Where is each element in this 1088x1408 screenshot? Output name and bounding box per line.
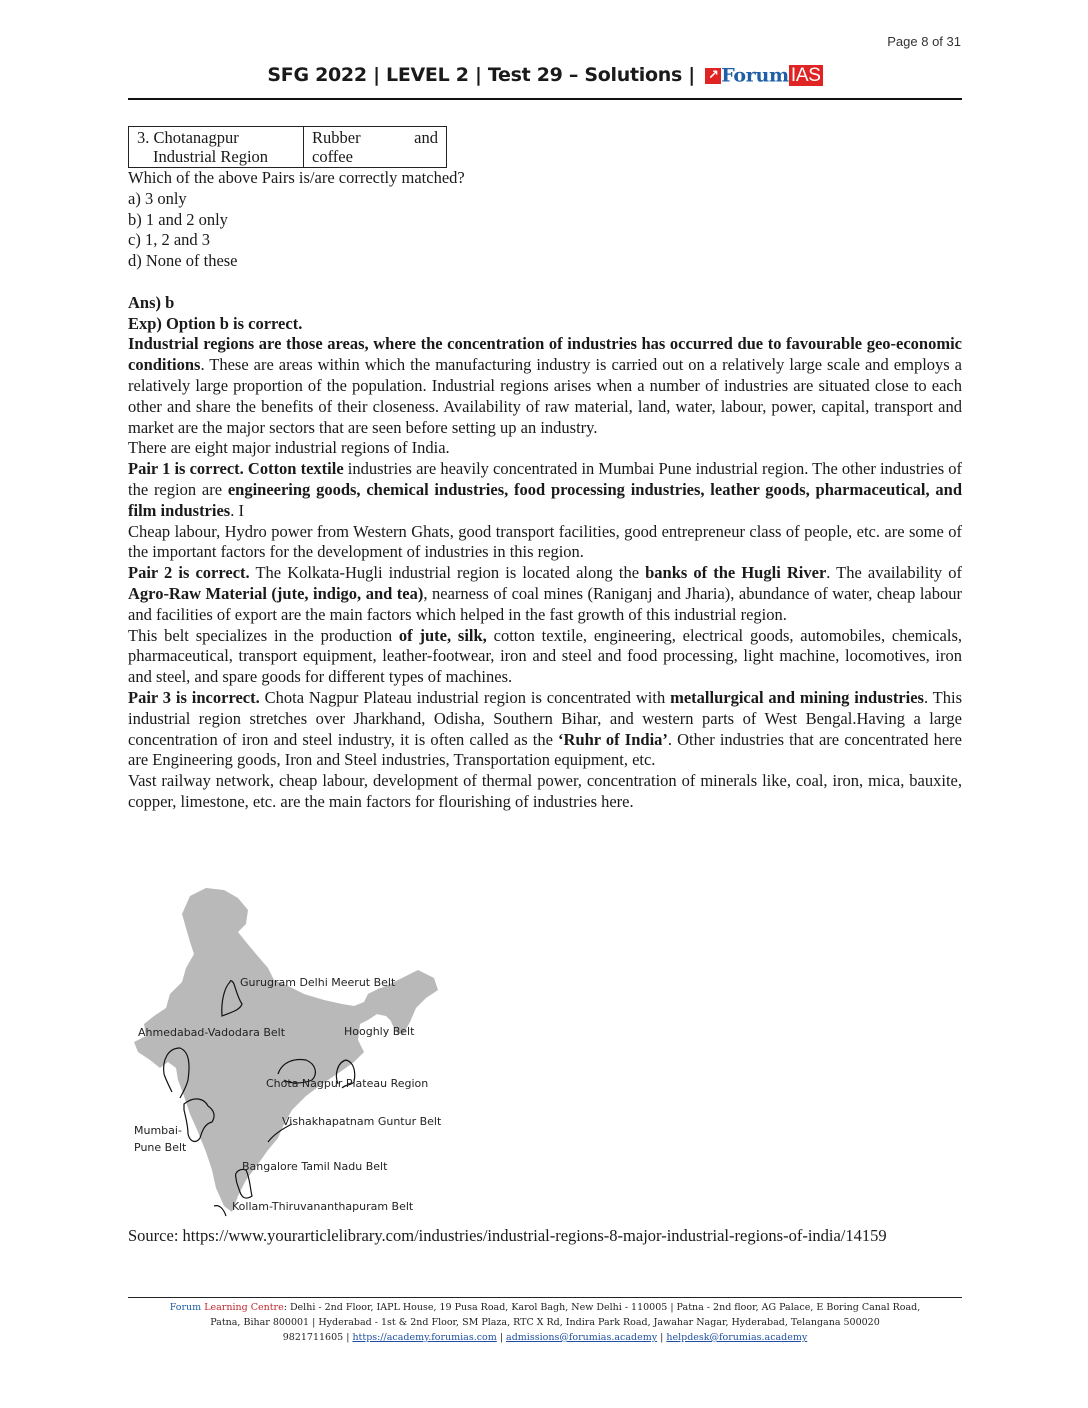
admissions-email-link[interactable]: admissions@forumias.academy — [506, 1332, 658, 1343]
page-footer — [128, 1300, 962, 1345]
cell-text: Rubber — [312, 128, 361, 147]
option-a: a) 3 only — [128, 188, 187, 208]
paragraph-pair2: Pair 2 is correct. The Kolkata-Hugli industrial region is located along the banks of the Hugli River. The availability of Agro-Raw Material (jute, indigo, and tea), nearness of coal mines (Raniganj and Jharia), abundance of water, cheap labour and facilities of export are the main factors which helped in the fast growth of this industrial region. — [128, 563, 962, 624]
map-label-chota-nagpur: Chota Nagpur Plateau Region — [266, 1077, 429, 1090]
separator: | — [343, 1332, 353, 1343]
paragraph-pair3-factors: Vast railway network, cheap labour, development of thermal power, concentration of minerals like, coal, iron, mica, bauxite, copper, limestone, etc. are the main factors for flourishing of industries here. — [128, 771, 962, 811]
footer-address-line2: Patna, Bihar 800001 | Hyderabad - 1st & 2nd Floor, SM Plaza, RTC X Rd, Indira Park Road, Jawahar Nagar, Hyderabad, Telangana 500020 — [210, 1317, 880, 1328]
option-b: b) 1 and 2 only — [128, 209, 228, 229]
map-label-bangalore: Bangalore Tamil Nadu Belt — [242, 1160, 388, 1173]
explanation-line: Exp) Option b is correct. — [128, 313, 303, 333]
map-label-pune: Pune Belt — [134, 1141, 187, 1154]
map-label-kollam: Kollam-Thiruvananthapuram Belt — [232, 1200, 414, 1213]
header-title: SFG 2022 | LEVEL 2 | Test 29 – Solutions | — [267, 64, 695, 86]
map-label-hooghly: Hooghly Belt — [344, 1025, 415, 1038]
cell-text: Industrial Region — [153, 147, 269, 166]
logo-forum-text: Forum — [721, 64, 789, 87]
map-label-mumbai: Mumbai- — [134, 1124, 182, 1137]
paragraph-pair3: Pair 3 is incorrect. Chota Nagpur Plateau industrial region is concentrated with metallurgical and mining industries. This industrial region stretches over Jharkhand, Odisha, Southern Bihar, and western parts of West Bengal.Having a large concentration of iron and steel industry, it is often called as the ‘Ruhr of India’. Other industries that are concentrated here are Engineering goods, Iron and Steel industries, Transportation equipment, etc. — [128, 687, 962, 770]
footer-brand-rest: Learning Centre — [201, 1302, 284, 1313]
table-cell-region — [129, 127, 304, 168]
footer-phone: 9821711605 — [282, 1332, 344, 1343]
cell-text: coffee — [312, 147, 353, 166]
paragraph-pair1: Pair 1 is correct. Cotton textile industries are heavily concentrated in Mumbai Pune industrial region. The other industries of the region are engineering goods, chemical industries, food processing industries, leather goods, pharmaceutical, and film industries. I — [128, 459, 963, 520]
header-divider — [128, 98, 962, 100]
footer-divider — [128, 1297, 962, 1298]
india-industrial-regions-map — [128, 884, 448, 1219]
footer-text: : Delhi - 2nd Floor, IAPL House, 19 Pusa Road, Karol Bagh, New Delhi - 110005 | Patna - 2nd floor, AG Palace, E Boring Canal Road, — [283, 1302, 921, 1313]
map-label-ahmedabad: Ahmedabad-Vadodara Belt — [138, 1026, 286, 1039]
footer-address-line1 — [128, 1300, 962, 1315]
answer-line: Ans) b — [128, 292, 175, 312]
page-number: Page 8 of 31 — [887, 34, 961, 49]
separator: | — [496, 1332, 507, 1343]
table-row — [129, 127, 447, 168]
source-citation: Source: https://www.yourarticlelibrary.com/industries/industrial-regions-8-major-industrial-regions-of-india/14159 — [128, 1226, 887, 1245]
cell-text: 3. Chotanagpur — [137, 128, 239, 147]
helpdesk-email-link[interactable]: helpdesk@forumias.academy — [666, 1332, 808, 1343]
forumias-logo — [705, 64, 822, 87]
separator: | — [657, 1332, 667, 1343]
question-prompt: Which of the above Pairs is/are correctly matched? — [128, 168, 465, 187]
pairs-table — [128, 126, 447, 168]
paragraph-pair1-factors: Cheap labour, Hydro power from Western Ghats, good transport facilities, good entrepreneur class of people, etc. are some of the important factors for the development of industries in this region. — [128, 521, 962, 562]
footer-contact-line — [128, 1330, 962, 1345]
logo-ias-text: IAS — [790, 64, 821, 86]
arrow-up-right-icon: ↗ — [705, 68, 721, 84]
map-label-vishakhapatnam: Vishakhapatnam Guntur Belt — [282, 1115, 442, 1128]
paragraph-intro: Industrial regions are those areas, where the concentration of industries has occurred due to favourable geo-economic conditions. These are areas within which the manufacturing industry is carried out on a relatively large scale and employs a relatively large proportion of the population. Industrial regions arises when a number of industries are situated close to each other and share the benefits of their closeness. Availability of raw material, land, water, labour, power, capital, transport and market are the major sectors that are seen before setting up an industry. — [128, 334, 962, 437]
solution-content — [128, 126, 962, 813]
paragraph-eight-regions: There are eight major industrial regions of India. — [128, 438, 450, 458]
academy-website-link[interactable]: https://academy.forumias.com — [352, 1332, 497, 1343]
paragraph-pair2-belt: This belt specializes in the production of jute, silk, cotton textile, engineering, electrical goods, automobiles, chemicals, pharmaceutical, transport equipment, leather-footwear, iron and steel and food processing, light machine, locomotives, iron and steel, and spare goods for different types of machines. — [128, 625, 962, 687]
table-cell-industry — [304, 127, 447, 168]
cell-text: and — [414, 128, 438, 147]
option-c: c) 1, 2 and 3 — [128, 230, 211, 250]
option-d: d) None of these — [128, 251, 238, 271]
page-header — [128, 64, 962, 98]
footer-brand-forum: Forum — [169, 1302, 202, 1313]
map-label-gurugram: Gurugram Delhi Meerut Belt — [240, 976, 396, 989]
